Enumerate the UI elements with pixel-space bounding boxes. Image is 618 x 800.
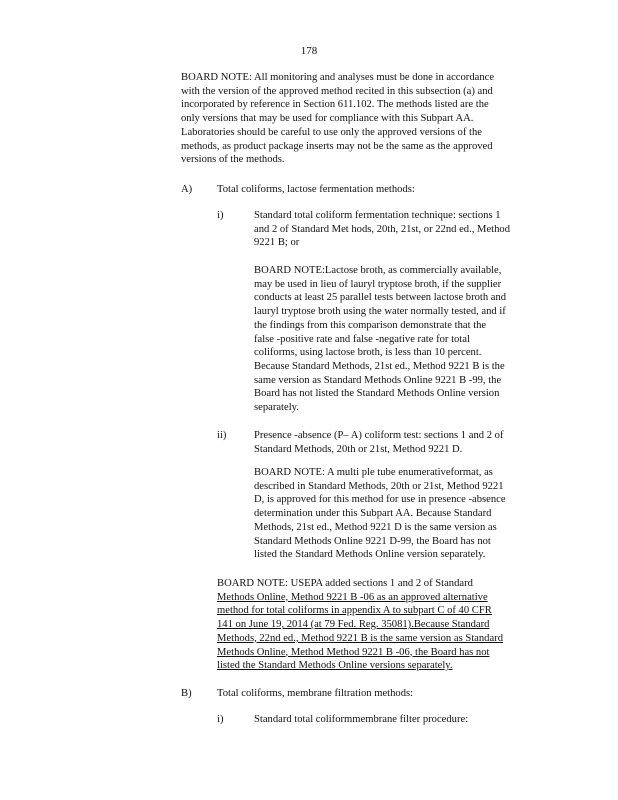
- underlined-line: method for total coliforms in appendix A to subpart C of 40 CFR: [217, 605, 492, 617]
- text-line: versions of the methods.: [181, 154, 285, 166]
- board-note-intro: [181, 71, 535, 167]
- item-a-ii-board-note: [254, 466, 536, 562]
- text-line: separately.: [254, 402, 299, 414]
- item-a-ii-marker: ii): [217, 430, 227, 441]
- page-number: 178: [300, 45, 318, 57]
- section-b-heading: Total coliforms, membrane filtration methods:: [217, 688, 414, 699]
- text-line: Because Standard Methods, 21st ed., Method 9221 B is the: [254, 360, 505, 372]
- text-line: only versions that may be used for compliance with this Subpart AA.: [181, 113, 474, 125]
- text-line: listed the Standard Methods Online version separately.: [254, 549, 486, 561]
- text-line: same version as Standard Methods Online 9221 B -99, the: [254, 374, 502, 386]
- text-line: the findings from this comparison demonstrate that the: [254, 319, 487, 331]
- text-line: lauryl tryptose broth using the water normally tested, and if: [254, 306, 506, 318]
- item-a-i-board-note: [254, 264, 536, 415]
- underlined-line: 141 on June 19, 2014 (at 79 Fed. Reg. 35081).Because Standard: [217, 619, 490, 631]
- section-b-marker: B): [181, 688, 192, 699]
- text-line: Presence -absence (P– A) coliform test: sections 1 and 2 of: [254, 430, 504, 441]
- text-line: Standard total coliform fermentation technique: sections 1: [254, 210, 501, 221]
- text-line: with the version of the approved method recited in this subsection (a) and: [181, 85, 493, 97]
- text-line: BOARD NOTE: USEPA added sections 1 and 2 of Standard: [217, 578, 473, 589]
- text-line: coliforms, using lactose broth, is less than 10 percent.: [254, 347, 482, 359]
- text-line: determination under this Subpart AA. Because Standard: [254, 508, 492, 520]
- text-line: incorporated by reference in Section 611.102. The methods listed are the: [181, 99, 489, 111]
- underlined-line: listed the Standard Methods Online versions separately.: [217, 660, 453, 672]
- text-line: described in Standard Methods, 20th or 21st, Method 9221: [254, 480, 504, 492]
- text-line: BOARD NOTE:Lactose broth, as commercially available,: [254, 265, 502, 276]
- text-line: methods, as product package inserts may not be the same as the approved: [181, 140, 493, 152]
- section-a-heading: Total coliforms, lactose fermentation methods:: [217, 184, 415, 195]
- item-a-i-marker: i): [217, 210, 224, 221]
- text-line: Laboratories should be careful to use only the approved versions of the: [181, 126, 482, 138]
- text-line: BOARD NOTE: All monitoring and analyses must be done in accordance: [181, 72, 495, 83]
- item-a-i-text: [254, 209, 536, 250]
- item-b-i-text: Standard total coliformmembrane filter procedure:: [254, 714, 469, 725]
- text-line: BOARD NOTE: A multi ple tube enumerativeformat, as: [254, 467, 493, 478]
- underlined-line: Methods, 22nd ed., Method 9221 B is the same version as Standard: [217, 632, 503, 644]
- text-line: Board has not listed the Standard Methods Online version: [254, 388, 500, 400]
- text-line: may be used in lieu of lauryl tryptose broth, if the supplier: [254, 278, 502, 290]
- underlined-line: Methods Online, Method Method 9221 B -06, the Board has not: [217, 646, 490, 658]
- text-line: conducts at least 25 parallel tests between lactose broth and: [254, 292, 507, 304]
- text-line: Standard Methods, 20th or 21st, Method 9221 D.: [254, 443, 463, 455]
- section-a-marker: A): [181, 184, 193, 195]
- text-line: Methods, 21st ed., Method 9221 D is the same version as: [254, 521, 497, 533]
- text-line: 9221 B; or: [254, 237, 300, 249]
- text-line: false -positive rate and false -negative rate for total: [254, 333, 470, 345]
- text-line: and 2 of Standard Met hods, 20th, 21st, or 22nd ed., Method: [254, 223, 510, 235]
- item-a-ii-text: [254, 429, 536, 456]
- text-line: D, is approved for this method for use in presence -absence: [254, 494, 506, 506]
- underlined-line: Methods Online, Method 9221 B -06 as an approved alternative: [217, 591, 488, 603]
- usepa-board-note: [217, 577, 537, 673]
- item-b-i-marker: i): [217, 714, 224, 725]
- text-line: Standard Methods Online 9221 D-99, the Board has not: [254, 535, 491, 547]
